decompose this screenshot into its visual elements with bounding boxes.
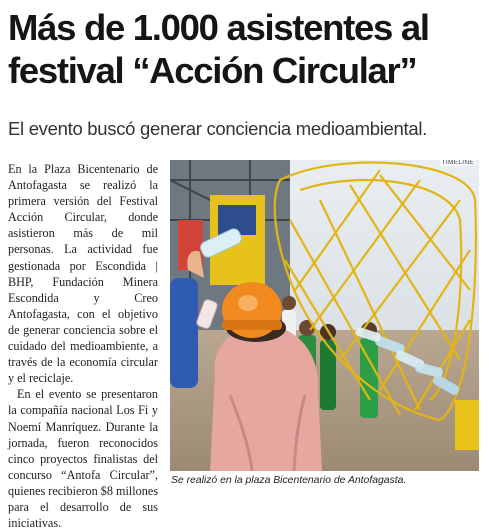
body-paragraph-1: En la Plaza Bicentenario de Antofagasta se realizó la primera versión del Festival Acción Circular, donde asistieron más de mil personas. La actividad fue gestionada por Escondida | BHP, Fundación Minera Escondida y Creo Antofagasta, con el objetivo de generar conciencia sobre el cuidado del medioambiente, a través de la economía circular y el reciclaje. bbox=[8, 162, 158, 386]
article-body bbox=[8, 161, 158, 531]
photo-caption: Se realizó en la plaza Bicentenario de Antofagasta. bbox=[171, 475, 407, 486]
headline-line-2: festival “Acción Circular” bbox=[8, 50, 417, 91]
photo-credit: TIMELINE bbox=[441, 160, 474, 166]
subheadline: El evento buscó generar conciencia medioambiental. bbox=[8, 118, 427, 139]
body-paragraph-2: En el evento se presentaron la compañía nacional Los Fi y Noemí Manríquez. Durante la jornada, fueron reconocidos cinco proyectos finalistas del concurso “Antofa Circular”, quienes recibieron $8 millones para el desarrollo de sus iniciativas. bbox=[8, 387, 158, 531]
article-photo bbox=[170, 160, 479, 471]
headline bbox=[8, 6, 482, 92]
headline-line-1: Más de 1.000 asistentes al bbox=[8, 7, 429, 48]
festival-photo-illustration bbox=[170, 160, 479, 471]
